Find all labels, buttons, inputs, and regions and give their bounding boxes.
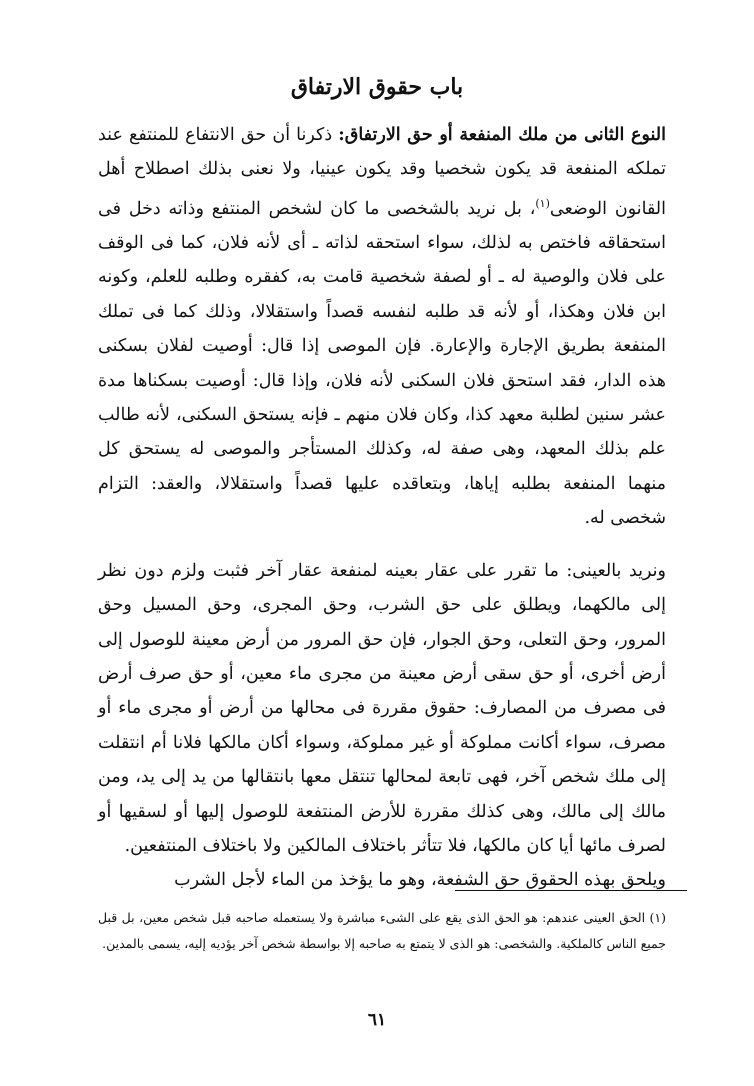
page-number: ٦١ bbox=[367, 1010, 387, 1030]
paragraph-1-text-a: ذكرنا أن حق الانتفاع للمنتفع عند تملكه المنفعة قد يكون شخصيا وقد يكون عينيا، ولا نعنى بذلك اصطلاح أهل القانون الوضعى bbox=[98, 125, 666, 219]
footnote bbox=[98, 905, 666, 957]
footnote-text: (١) الحق العينى عندهم: هو الحق الذى يقع على الشىء مباشرة ولا يستعمله صاحبه قبل شخص معين، بل قبل جميع الناس كالملكية. والشخصى: هو الذى لا يتمتع به صاحبه إلا بواسطة شخص آخر يؤديه إليه، يسمى بالمدين. bbox=[98, 910, 666, 951]
paragraph-1 bbox=[98, 118, 666, 536]
footnote-divider bbox=[455, 890, 687, 891]
page-title: باب حقوق الارتفاق bbox=[290, 74, 464, 100]
paragraph-3: ويلحق بهذه الحقوق حق الشفعة، وهو ما يؤخذ من الماء لأجل الشرب bbox=[174, 870, 666, 891]
footnote-reference[interactable]: (١) bbox=[535, 196, 550, 210]
paragraph-1-text-b: ، بل نريد بالشخصى ما كان لشخص المنتفع وذاته دخل فى استحقاقه فاختص به لذلك، سواء استحقه لذاته ـ أى لأنه فلان، كما فى الوقف على فلان والوصية له ـ أو لصفة شخصية قامت به، كفقره وطلبه للعلم، وكونه ابن فلان وهكذا، أو لأنه قد طلبه لنفسه قصداً واستقلالا، وذلك كما فى تملك المنفعة بطريق الإجارة والإعارة. فإن الموصى إذا قال: أوصيت لفلان بسكنى هذه الدار، فقد استحق فلان السكنى لأنه فلان، وإذا قال: أوصيت بسكناها مدة عشر سنين لطلبة معهد كذا، وكان فلان منهم ـ فإنه يستحق السكنى، لأنه طالب علم بذلك المعهد، وهى صفة له، وكذلك المستأجر والموصى له يستحق كل منهما المنفعة بطلبه إياها، وبتعاقده عليها قصداً واستقلالا، والعقد: التزام شخصى له. bbox=[98, 198, 666, 529]
section-heading: النوع الثانى من ملك المنفعة أو حق الارتفاق: bbox=[338, 125, 666, 145]
paragraph-gap bbox=[98, 536, 666, 554]
main-text bbox=[98, 118, 666, 898]
paragraph-2: ونريد بالعينى: ما تقرر على عقار بعينه لمنفعة عقار آخر فثبت ولزم دون نظر إلى مالكهما، ويطلق على حق الشرب، وحق المجرى، وحق المسيل وحق المرور، وحق التعلى، وحق الجوار، فإن حق المرور من أرض معينة للوصول إلى أرض أخرى، أو حق سقى أرض معينة من مجرى ماء معين، أو حق صرف أرض فى مصرف من المصارف: حقوق مقررة فى محالها من أرض أو مجرى ماء أو مصرف، سواء أكانت مملوكة أو غير مملوكة، وسواء أكان مالكها فلانا أم انتقلت إلى ملك شخص آخر، فهى تابعة لمحالها تنتقل معها بانتقالها من يد إلى يد، ومن مالك إلى مالك، وهى كذلك مقررة للأرض المنتفعة للوصول إليها أو لسقيها أو لصرف مائها أيا كان مالكها، فلا تتأثر باختلاف المالكين ولا باختلاف المنتفعين. bbox=[98, 560, 666, 856]
